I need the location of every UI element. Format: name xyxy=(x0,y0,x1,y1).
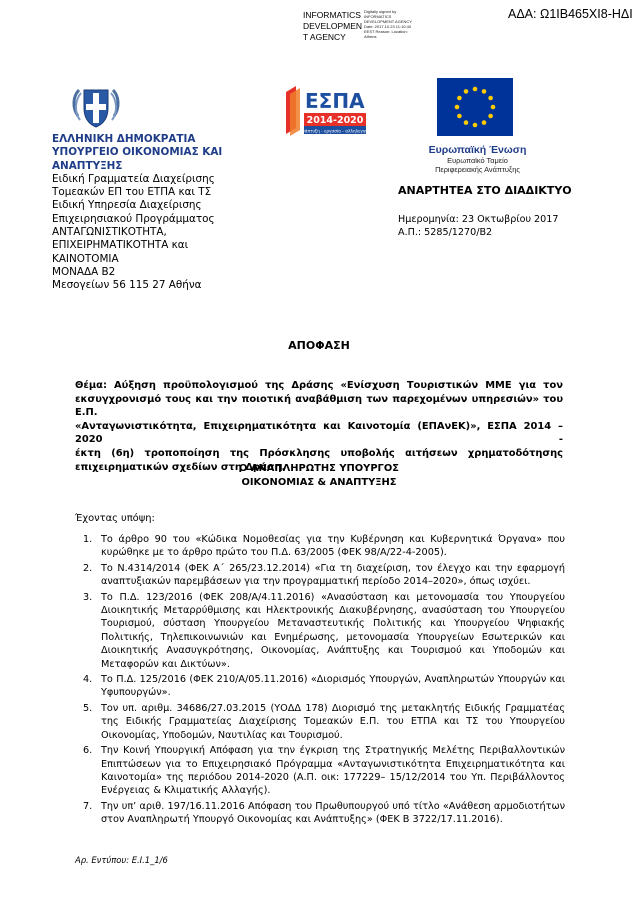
espa-title: ΕΣΠΑ xyxy=(305,89,365,113)
espa-years: 2014-2020 xyxy=(306,115,364,126)
list-item xyxy=(75,533,565,560)
header-line: Ειδική Υπηρεσία Διαχείρισης xyxy=(52,199,202,212)
subject-line: έκτη (6η) τροποποίηση της Πρόσκλησης υποβολής αιτήσεων χρηματοδότησης xyxy=(75,447,563,459)
list-item xyxy=(75,800,565,827)
ada-code: ΑΔΑ: Ω1ΙΒ465ΧΙ8-ΗΔΙ xyxy=(508,7,633,21)
subject-line: «Ανταγωνιστικότητα, Επιχειρηματικότητα και Καινοτομία (ΕΠΑνΕΚ)», ΕΣΠΑ 2014 – 2020 - xyxy=(75,420,563,446)
greek-emblem-icon xyxy=(70,82,122,132)
header-bold-line: ΕΛΛΗΝΙΚΗ ΔΗΜΟΚΡΑΤΙΑ xyxy=(52,133,196,145)
header-line: Τομεακών ΕΠ του ΕΤΠΑ και ΤΣ xyxy=(52,186,212,199)
list-item-text: Τον υπ. αριθμ. 34686/27.03.2015 (ΥΟΔΔ 178) Διορισμό της μετακλητής Ειδικής Γραμματέας της Ειδικής Γραμματείας Διαχείρισης Τομεακών Ε.Π. του ΕΤΠΑ και ΤΣ του Υπουργείου Οικονομίας, Υποδομών, Ναυτιλίας και Τουρισμού. xyxy=(101,702,565,741)
list-item-number: 4. xyxy=(83,674,93,686)
list-item-text: Την υπ’ αριθ. 197/16.11.2016 Απόφαση του Πρωθυπουργού υπό τίτλο «Ανάθεση αρμοδιοτήτων στον Αναπληρωτή Υπουργό Οικονομίας και Ανάπτυξης» (ΦΕΚ Β 3722/17.11.2016). xyxy=(101,800,565,826)
list-item xyxy=(75,702,565,742)
list-item-number: 5. xyxy=(83,702,93,714)
list-item xyxy=(75,673,565,700)
list-item-text: Το άρθρο 90 του «Κώδικα Νομοθεσίας για την Κυβέρνηση και Κυβερνητικά Όργανα» που κυρώθηκε με το άρθρο πρώτο του Π.Δ. 63/2005 (ΦΕΚ 98/Α/22-4-2005). xyxy=(101,534,565,559)
minister-title xyxy=(0,462,638,490)
list-item xyxy=(75,591,565,671)
subject-line: Θέμα: Αύξηση προϋπολογισμού της Δράσης «Ενίσχυση Τουριστικών ΜΜΕ για τον xyxy=(75,380,563,391)
eu-flag-icon xyxy=(437,78,513,136)
list-item-number: 7. xyxy=(83,800,93,812)
list-item-number: 2. xyxy=(83,562,93,574)
header-line: Μεσογείων 56 115 27 Αθήνα xyxy=(52,279,202,292)
protocol-number: Α.Π.: 5285/1270/Β2 xyxy=(398,226,493,238)
espa-logo xyxy=(282,82,370,138)
minister-line-2: ΟΙΚΟΝΟΜΙΑΣ & ΑΝΑΠΤΥΞΗΣ xyxy=(241,477,397,488)
header-line: ΚΑΙΝΟΤΟΜΙΑ xyxy=(52,252,119,265)
minister-line-1: Ο ΑΝΑΠΛΗΡΩΤΗΣ ΥΠΟΥΡΓΟΣ xyxy=(238,463,399,474)
considerations-list xyxy=(75,533,565,829)
header-line: ΑΝΤΑΓΩΝΙΣΤΙΚΟΤΗΤΑ, xyxy=(52,226,167,239)
post-online-note: ΑΝΑΡΤΗΤΕΑ ΣΤΟ ΔΙΑΔΙΚΤΥΟ xyxy=(398,184,572,197)
eu-title: Ευρωπαϊκή Ένωση xyxy=(428,144,527,156)
header-line: Ειδική Γραμματεία Διαχείρισης xyxy=(52,172,215,185)
eu-caption xyxy=(400,144,555,174)
list-item-number: 6. xyxy=(83,745,93,757)
document-meta xyxy=(398,214,558,239)
eu-subtitle-2: Περιφερειακής Ανάπτυξης xyxy=(435,165,520,174)
subject-line: εκσυγχρονισμό τους και την ποιοτική αναβάθμιση των παρεχομένων υπηρεσιών» του Ε.Π. xyxy=(75,393,563,419)
signature-details: Digitally signed by INFORMATICS DEVELOPMENT AGENCY Date: 2017.10.23 11:10:40 EEST Reason: Location: Athens xyxy=(364,9,412,39)
considering-heading: Έχοντας υπόψη: xyxy=(75,513,155,524)
list-item-text: Το Π.Δ. 125/2016 (ΦΕΚ 210/Α/05.11.2016) «Διορισμός Υπουργών, Αναπληρωτών Υπουργών και Υφυπουργών». xyxy=(101,674,565,699)
form-number-footer: Αρ. Εντύπου: Ε.Ι.1_1/6 xyxy=(75,855,168,865)
header-bold-line: ΥΠΟΥΡΓΕΙΟ ΟΙΚΟΝΟΜΙΑΣ ΚΑΙ xyxy=(52,146,223,159)
espa-slogan: ανάπτυξη - εργασία - αλληλεγγύη xyxy=(299,128,370,134)
header-bold-line: ΑΝΑΠΤΥΞΗΣ xyxy=(52,159,123,172)
list-item-text: Το Π.Δ. 123/2016 (ΦΕΚ 208/Α/4.11.2016) «Ανασύσταση και μετονομασία του Υπουργείου Διοικητικής Μεταρρύθμισης και Ηλεκτρονικής Διακυβέρνησης, ανασύσταση του Υπουργείου Τουρισμού, σύσταση Υπουργείου Μεταναστευτικής Πολιτικής και Υπουργείου Ψηφιακής Πολιτικής, Τηλεπικοινωνιών και Ενημέρωσης, μετονομασία Υπουργείων Εσωτερικών και Διοικητικής Ανασυγκρότησης, Οικονομίας, Ανάπτυξης και Τουρισμού και Υποδομών και Μεταφορών και Δικτύων». xyxy=(101,591,565,670)
subject-block xyxy=(75,379,563,474)
subject-line: επιχειρηματικών σχεδίων στη Δράση. xyxy=(75,461,286,473)
list-item-text: Το Ν.4314/2014 (ΦΕΚ Α΄ 265/23.12.2014) «Για τη διαχείριση, τον έλεγχο και την εφαρμογή αναπτυξιακών παρεμβάσεων για την προγραμματική περίοδο 2014–2020», όπως ισχύει. xyxy=(101,562,565,588)
list-item-number: 1. xyxy=(83,534,93,545)
list-item xyxy=(75,744,565,798)
header-line: Επιχειρησιακού Προγράμματος xyxy=(52,212,215,225)
eu-subtitle-1: Ευρωπαϊκό Ταμείο xyxy=(447,156,508,165)
header-line: ΜΟΝΑΔΑ Β2 xyxy=(52,265,116,278)
signature-name: INFORMATICS DEVELOPMEN T AGENCY xyxy=(303,10,363,42)
header-line: ΕΠΙΧΕΙΡΗΜΑΤΙΚΟΤΗΤΑ και xyxy=(52,239,189,252)
sender-header xyxy=(52,133,252,293)
list-item-number: 3. xyxy=(83,591,93,603)
decision-title: ΑΠΟΦΑΣΗ xyxy=(288,339,350,352)
document-date: Ημερομηνία: 23 Οκτωβρίου 2017 xyxy=(398,214,559,225)
list-item-text: Την Κοινή Υπουργική Απόφαση για την έγκριση της Στρατηγικής Μελέτης Περιβαλλοντικών Επιπτώσεων για το Επιχειρησιακό Πρόγραμμα «Ανταγωνιστικότητα Επιχειρηματικότητα και Καινοτομία» της περιόδου 2014-2020 (Α.Π. οικ: 177229– 15/12/2014 του Υπ. Περιβάλλοντος Ενέργειας & Κλιματικής Αλλαγής). xyxy=(101,745,565,797)
list-item xyxy=(75,562,565,589)
